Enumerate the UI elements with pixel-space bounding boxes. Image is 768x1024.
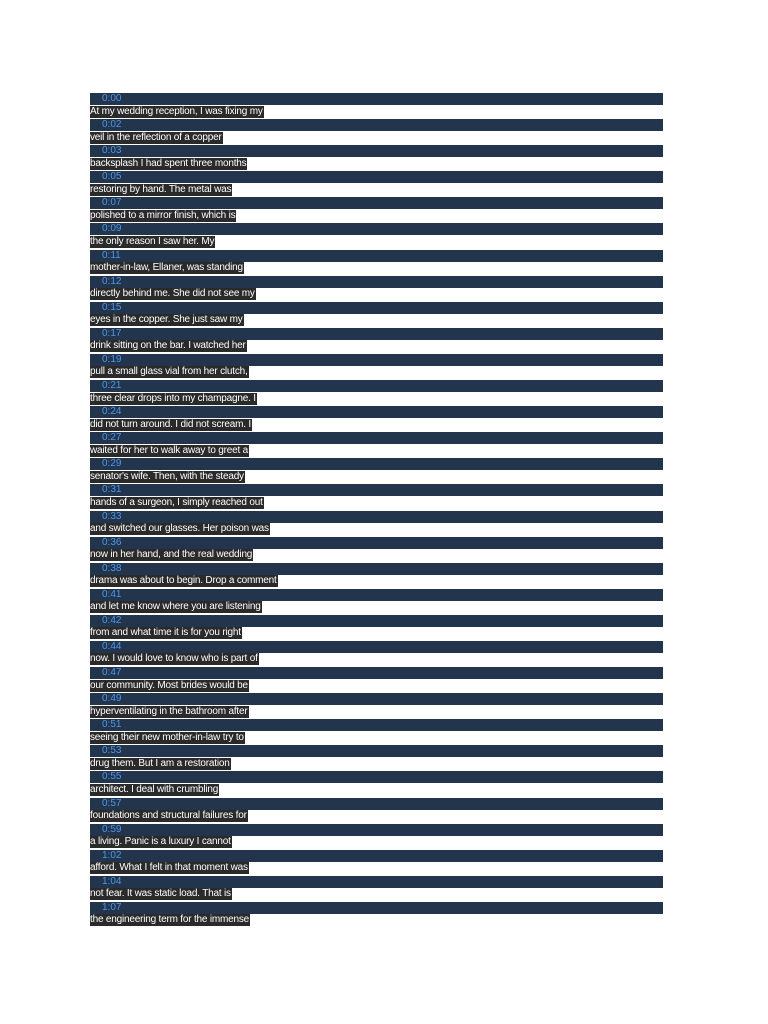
transcript-line: drug them. But I am a restoration — [90, 757, 230, 769]
timestamp[interactable]: 0:07 — [102, 197, 122, 209]
timestamp-bar — [90, 458, 663, 470]
transcript-line: restoring by hand. The metal was — [90, 183, 232, 195]
transcript-segment — [90, 614, 663, 640]
timestamp[interactable]: 0:55 — [102, 771, 122, 783]
transcript-segment — [90, 222, 663, 248]
transcript-line: At my wedding reception, I was fixing my — [90, 105, 263, 117]
timestamp-bar — [90, 511, 663, 523]
transcript-segment — [90, 797, 663, 823]
timestamp[interactable]: 0:59 — [102, 823, 122, 835]
transcript-line: and switched our glasses. Her poison was — [90, 523, 269, 534]
transcript-line: afford. What I felt in that moment was — [90, 862, 248, 874]
transcript-segment — [90, 379, 663, 405]
transcript-segment — [90, 431, 663, 457]
transcript-segment — [90, 849, 663, 875]
transcript-line: not fear. It was static load. That is — [90, 888, 231, 900]
timestamp-bar — [90, 302, 663, 314]
transcript-line: hands of a surgeon, I simply reached out — [90, 496, 263, 508]
transcript-line: waited for her to walk away to greet a — [90, 444, 249, 456]
timestamp-bar — [90, 641, 663, 653]
timestamp[interactable]: 0:09 — [102, 223, 122, 235]
transcript-segment — [90, 118, 663, 144]
timestamp[interactable]: 0:27 — [102, 432, 122, 444]
transcript-segment — [90, 457, 663, 483]
timestamp[interactable]: 0:42 — [102, 614, 122, 626]
timestamp-bar — [90, 589, 663, 601]
transcript-line: and let me know where you are listening — [90, 601, 261, 613]
transcript-segment — [90, 901, 663, 927]
transcript-segment — [90, 692, 663, 718]
timestamp-bar — [90, 93, 663, 105]
transcript-line: veil in the reflection of a copper — [90, 131, 222, 143]
transcript — [90, 92, 663, 927]
transcript-line: mother-in-law, Ellaner, was standing — [90, 262, 243, 274]
transcript-line: backsplash I had spent three months — [90, 157, 247, 169]
transcript-line: pull a small glass vial from her clutch, — [90, 366, 248, 378]
transcript-line: three clear drops into my champagne. I — [90, 392, 256, 404]
timestamp-bar — [90, 798, 663, 810]
timestamp[interactable]: 0:21 — [102, 380, 122, 392]
transcript-line: directly behind me. She did not see my — [90, 288, 255, 300]
timestamp-bar — [90, 771, 663, 783]
timestamp-bar — [90, 667, 663, 679]
timestamp[interactable]: 0:02 — [102, 119, 122, 131]
transcript-line: seeing their new mother-in-law try to — [90, 731, 244, 743]
transcript-segment — [90, 640, 663, 666]
transcript-segment — [90, 562, 663, 588]
transcript-segment — [90, 536, 663, 562]
timestamp[interactable]: 1:07 — [102, 901, 122, 913]
transcript-line: drama was about to begin. Drop a comment — [90, 575, 277, 587]
timestamp[interactable]: 0:33 — [102, 510, 122, 522]
timestamp[interactable]: 0:05 — [102, 171, 122, 183]
transcript-line: the only reason I saw her. My — [90, 235, 215, 247]
transcript-segment — [90, 770, 663, 796]
transcript-segment — [90, 405, 663, 431]
timestamp[interactable]: 1:02 — [102, 849, 122, 861]
transcript-segment — [90, 170, 663, 196]
timestamp-bar — [90, 380, 663, 392]
timestamp[interactable]: 0:57 — [102, 797, 122, 809]
timestamp[interactable]: 0:47 — [102, 667, 122, 679]
transcript-segment — [90, 744, 663, 770]
transcript-line: did not turn around. I did not scream. I — [90, 418, 251, 430]
transcript-segment — [90, 588, 663, 614]
timestamp-bar — [90, 719, 663, 731]
transcript-segment — [90, 718, 663, 744]
transcript-segment — [90, 666, 663, 692]
timestamp-bar — [90, 145, 663, 157]
timestamp-bar — [90, 250, 663, 262]
timestamp-bar — [90, 223, 663, 235]
transcript-segment — [90, 196, 663, 222]
timestamp[interactable]: 0:00 — [102, 93, 122, 104]
transcript-line: drink sitting on the bar. I watched her — [90, 340, 246, 352]
timestamp[interactable]: 0:38 — [102, 562, 122, 574]
timestamp-bar — [90, 406, 663, 418]
timestamp-bar — [90, 693, 663, 705]
timestamp[interactable]: 0:15 — [102, 301, 122, 313]
transcript-segment — [90, 249, 663, 275]
timestamp-bar — [90, 850, 663, 862]
transcript-line: now in her hand, and the real wedding — [90, 549, 253, 561]
timestamp[interactable]: 0:12 — [102, 275, 122, 287]
timestamp[interactable]: 0:53 — [102, 745, 122, 757]
transcript-segment — [90, 353, 663, 379]
timestamp[interactable]: 0:44 — [102, 640, 122, 652]
transcript-line: now. I would love to know who is part of — [90, 653, 258, 665]
timestamp-bar — [90, 537, 663, 549]
timestamp-bar — [90, 119, 663, 131]
timestamp[interactable]: 0:19 — [102, 353, 122, 365]
timestamp[interactable]: 0:31 — [102, 484, 122, 496]
transcript-segment — [90, 823, 663, 849]
timestamp-bar — [90, 276, 663, 288]
timestamp-bar — [90, 432, 663, 444]
transcript-segment — [90, 875, 663, 901]
timestamp[interactable]: 0:51 — [102, 719, 122, 731]
timestamp[interactable]: 0:24 — [102, 406, 122, 418]
transcript-line: polished to a mirror finish, which is — [90, 209, 236, 221]
transcript-line: our community. Most brides would be — [90, 679, 248, 691]
transcript-segment — [90, 510, 663, 536]
timestamp[interactable]: 1:04 — [102, 875, 122, 887]
timestamp-bar — [90, 197, 663, 209]
transcript-line: senator's wife. Then, with the steady — [90, 470, 244, 482]
timestamp-bar — [90, 745, 663, 757]
timestamp[interactable]: 0:41 — [102, 588, 122, 600]
timestamp[interactable]: 0:03 — [102, 145, 122, 157]
timestamp-bar — [90, 354, 663, 366]
transcript-line: the engineering term for the immense — [90, 914, 249, 926]
transcript-line: hyperventilating in the bathroom after — [90, 705, 248, 717]
transcript-line: eyes in the copper. She just saw my — [90, 314, 243, 326]
timestamp-bar — [90, 824, 663, 836]
timestamp-bar — [90, 563, 663, 575]
timestamp[interactable]: 0:36 — [102, 536, 122, 548]
timestamp-bar — [90, 328, 663, 340]
timestamp-bar — [90, 484, 663, 496]
transcript-segment — [90, 301, 663, 327]
timestamp-bar — [90, 615, 663, 627]
transcript-segment — [90, 92, 663, 118]
timestamp[interactable]: 0:49 — [102, 693, 122, 705]
transcript-segment — [90, 327, 663, 353]
timestamp[interactable]: 0:17 — [102, 327, 122, 339]
transcript-line: from and what time it is for you right — [90, 627, 241, 639]
timestamp-bar — [90, 171, 663, 183]
timestamp[interactable]: 0:29 — [102, 458, 122, 470]
transcript-line: a living. Panic is a luxury I cannot — [90, 836, 231, 848]
timestamp[interactable]: 0:11 — [102, 249, 121, 261]
transcript-segment — [90, 144, 663, 170]
transcript-line: foundations and structural failures for — [90, 810, 247, 822]
timestamp-bar — [90, 902, 663, 914]
timestamp-bar — [90, 876, 663, 888]
transcript-line: architect. I deal with crumbling — [90, 783, 219, 795]
transcript-segment — [90, 275, 663, 301]
transcript-segment — [90, 483, 663, 509]
